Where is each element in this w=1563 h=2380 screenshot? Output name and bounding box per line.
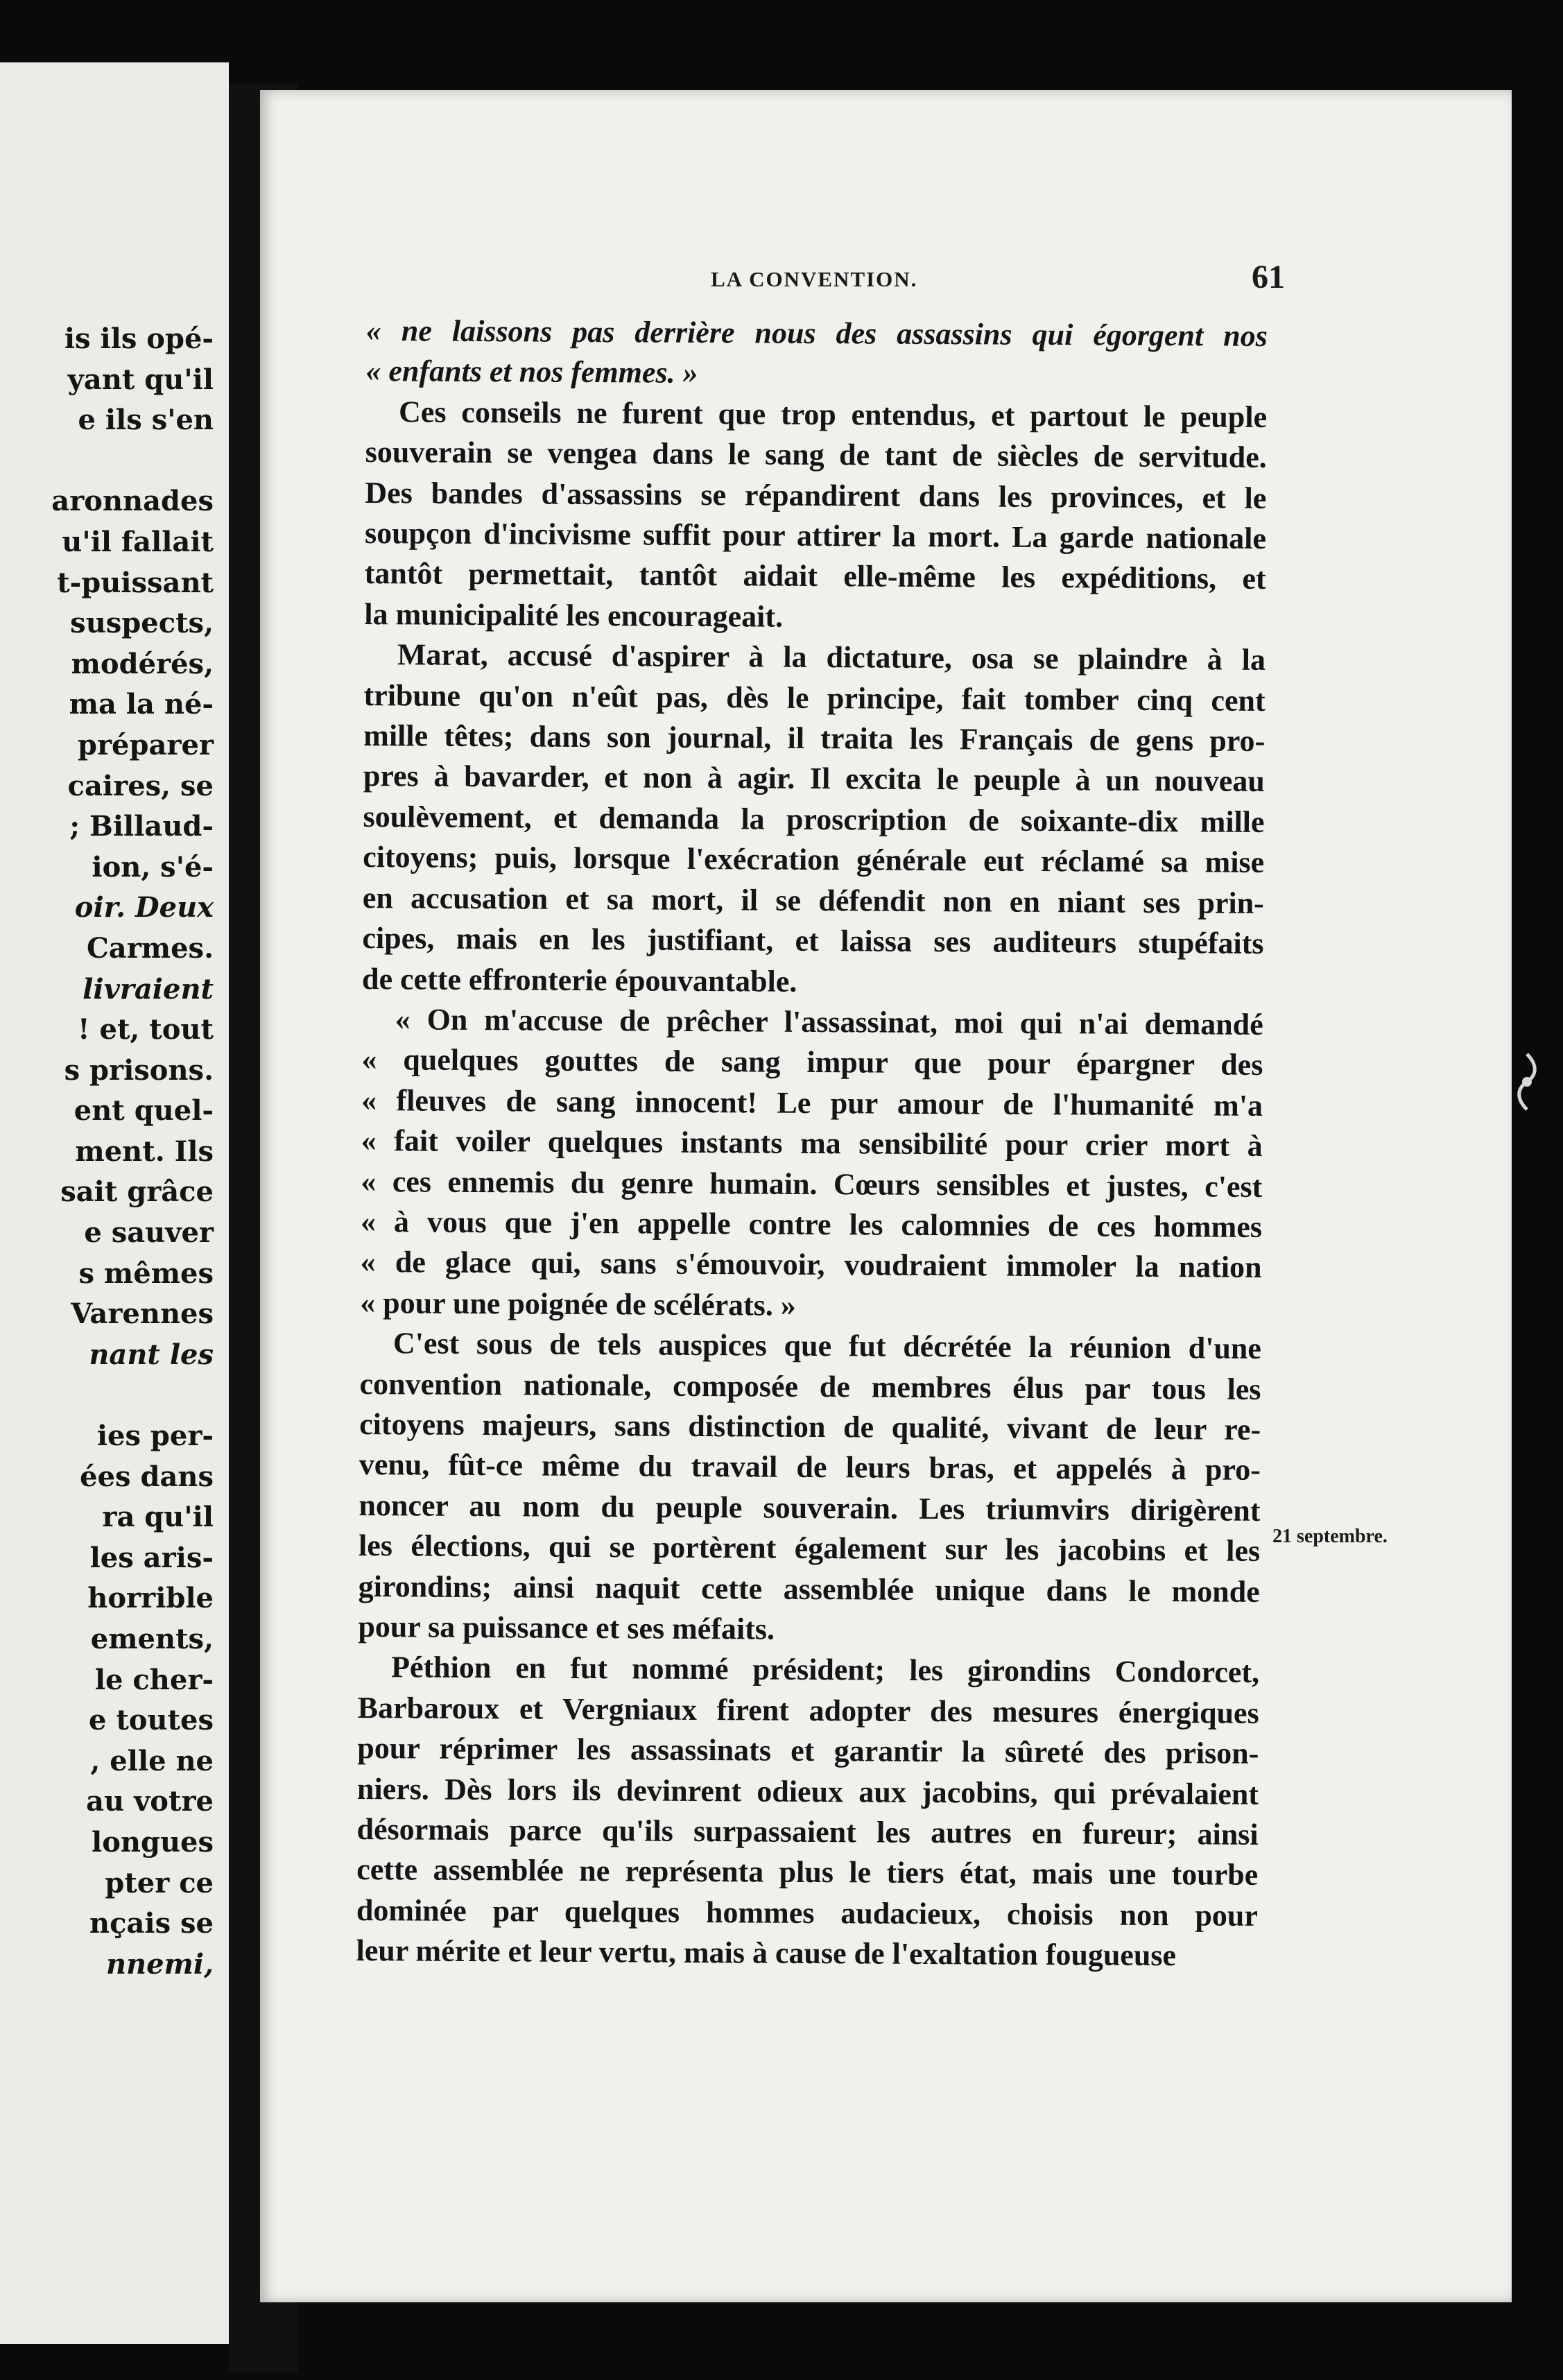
left-page-line: nnemi, bbox=[105, 1947, 214, 1981]
left-page-line: is ils opé- bbox=[64, 322, 214, 355]
text-line: C'est sous de tels auspices que fut décrétée la réunion d'une bbox=[392, 1326, 1262, 1366]
text-line: Des bandes d'assassins se répandirent dans les provinces, et le bbox=[365, 475, 1267, 515]
left-page-line: suspects, bbox=[70, 607, 214, 640]
text-line: de cette effronterie épouvantable. bbox=[361, 961, 797, 999]
left-page-line: t-puissant bbox=[57, 566, 214, 599]
margin-date-note: 21 septembre. bbox=[1272, 1526, 1388, 1547]
left-page-line: ! et, tout bbox=[78, 1013, 214, 1046]
left-page-line: oir. Deux bbox=[74, 891, 214, 924]
text-line: soupçon d'incivisme suffit pour attirer la mort. La garde nationale bbox=[364, 516, 1267, 555]
left-page-line: s prisons. bbox=[64, 1053, 214, 1087]
text-line: dominée par quelques hommes audacieux, choisis non pour bbox=[356, 1892, 1259, 1933]
left-page-line: horrible bbox=[87, 1582, 214, 1615]
left-page-line: Varennes bbox=[71, 1297, 214, 1331]
left-page-line: u'il fallait bbox=[62, 525, 214, 558]
text-line: pour sa puissance et ses méfaits. bbox=[358, 1609, 775, 1646]
left-page-line: les aris- bbox=[89, 1541, 214, 1574]
text-line: noncer au nom du peuple souverain. Les triumvirs dirigèrent bbox=[359, 1488, 1261, 1528]
left-page-line: préparer bbox=[78, 728, 214, 761]
text-line: « quelques gouttes de sang impur que pour épargner des bbox=[361, 1042, 1263, 1083]
text-line: cipes, mais en les justifiant, et laissa ses auditeurs stupéfaits bbox=[362, 921, 1264, 961]
left-page-line: ent quel- bbox=[74, 1094, 214, 1128]
left-page-line: aronnades bbox=[51, 485, 214, 518]
text-line: « de glace qui, sans s'émouvoir, voudraient immoler la nation bbox=[360, 1245, 1262, 1285]
text-line: « ces ennemis du genre humain. Cœurs sensibles et justes, c'est bbox=[361, 1164, 1263, 1204]
left-page-line: e toutes bbox=[88, 1704, 214, 1737]
left-page-line: , elle ne bbox=[90, 1744, 214, 1777]
left-page-line: ra qu'il bbox=[102, 1501, 214, 1534]
left-page-line: yant qu'il bbox=[67, 363, 214, 396]
left-page-line: e sauver bbox=[84, 1216, 214, 1250]
printer-ornament-icon bbox=[1513, 1051, 1541, 1113]
left-page-line: s mêmes bbox=[78, 1257, 214, 1290]
text-line: Ces conseils ne furent que trop entendus, et partout le peuple bbox=[398, 395, 1268, 434]
left-page-line: e ils s'en bbox=[78, 404, 214, 437]
text-line: en accusation et sa mort, il se défendit non en niant ses prin- bbox=[362, 880, 1264, 920]
text-line: désormais parce qu'ils surpassaient les autres en fureur; ainsi bbox=[356, 1811, 1259, 1852]
text-line: citoyens majeurs, sans distinction de qualité, vivant de leur re- bbox=[359, 1406, 1261, 1447]
text-line: « pour une poignée de scélérats. » bbox=[360, 1285, 797, 1322]
text-line: « fait voiler quelques instants ma sensibilité pour crier mort à bbox=[361, 1123, 1263, 1164]
left-page-line: ements, bbox=[90, 1623, 214, 1655]
left-page-line: caires, se bbox=[67, 769, 214, 802]
left-page-line: au votre bbox=[86, 1785, 214, 1818]
text-line: la municipalité les encourageait. bbox=[364, 596, 784, 634]
left-page-line bbox=[0, 441, 214, 482]
text-line: Péthion en fut nommé président; les girondins Condorcet, bbox=[390, 1650, 1260, 1690]
text-line: « ne laissons pas derrière nous des assassins qui égorgent nos bbox=[365, 313, 1268, 353]
text-line: pour réprimer les assassinats et garantir la sûreté des prison- bbox=[357, 1731, 1259, 1771]
left-page-line: ion, s'é- bbox=[92, 850, 214, 883]
text-line: soulèvement, et demanda la proscription de soixante-dix mille bbox=[363, 799, 1265, 839]
text-line: « fleuves de sang innocent! Le pur amour de l'humanité m'a bbox=[361, 1083, 1263, 1123]
left-page-line: Carmes. bbox=[86, 931, 214, 965]
left-page-line: ées dans bbox=[80, 1460, 214, 1493]
text-line: mille têtes; dans son journal, il traita les Français de gens pro- bbox=[363, 718, 1266, 758]
left-page-line: ment. Ils bbox=[75, 1135, 214, 1168]
text-line: leur mérite et leur vertu, mais à cause de l'exaltation fougueuse bbox=[356, 1933, 1177, 1973]
left-page-line: le cher- bbox=[94, 1663, 214, 1696]
text-line: souverain se vengea dans le sang de tant de siècles de servitude. bbox=[365, 435, 1267, 475]
text-line: Barbaroux et Vergniaux firent adopter des mesures énergiques bbox=[357, 1690, 1259, 1730]
running-title: LA CONVENTION. bbox=[711, 267, 918, 291]
text-line: « à vous que j'en appelle contre les calomnies de ces hommes bbox=[360, 1204, 1263, 1244]
left-page-line: nçais se bbox=[89, 1907, 214, 1940]
text-line: « On m'accuse de prêcher l'assassinat, moi qui n'ai demandé bbox=[395, 1002, 1263, 1042]
text-line: pres à bavarder, et non à agir. Il excita le peuple à un nouveau bbox=[363, 759, 1266, 799]
left-page-line bbox=[0, 1375, 214, 1416]
text-line: convention nationale, composée de membres élus par tous les bbox=[359, 1366, 1261, 1406]
text-line: tribune qu'on n'eût pas, dès le principe, fait tomber cinq cent bbox=[363, 678, 1266, 718]
page-number: 61 bbox=[1252, 259, 1285, 295]
left-page-line: pter ce bbox=[105, 1866, 214, 1899]
left-page-line: modérés, bbox=[71, 647, 214, 680]
left-page-line: sait grâce bbox=[60, 1175, 214, 1209]
left-page-line: livraient bbox=[83, 972, 214, 1006]
text-line: les élections, qui se portèrent également sur les jacobins et les bbox=[358, 1528, 1261, 1569]
text-line: cette assemblée ne représenta plus le tiers état, mais une tourbe bbox=[356, 1852, 1259, 1892]
text-line: niers. Dès lors ils devinrent odieux aux jacobins, qui prévalaient bbox=[356, 1771, 1259, 1811]
left-page-line: longues bbox=[92, 1825, 214, 1859]
left-page-line: ; Billaud- bbox=[69, 810, 214, 843]
text-line: Marat, accusé d'aspirer à la dictature, osa se plaindre à la bbox=[397, 637, 1266, 678]
text-line: venu, fût-ce même du travail de leurs bras, et appelés à pro- bbox=[359, 1447, 1261, 1488]
left-page-line: ies per- bbox=[96, 1420, 214, 1453]
page-body-text bbox=[356, 311, 1268, 1977]
text-line: « enfants et nos femmes. » bbox=[365, 354, 698, 390]
text-line: citoyens; puis, lorsque l'exécration générale eut réclamé sa mise bbox=[363, 840, 1265, 880]
text-line: tantôt permettait, tantôt aidait elle-même les expéditions, et bbox=[364, 556, 1266, 596]
left-page-line: ma la né- bbox=[69, 688, 214, 721]
left-page-text bbox=[0, 319, 214, 1985]
left-page-fragment bbox=[0, 62, 229, 2344]
left-page-line: nant les bbox=[89, 1338, 214, 1371]
text-line: girondins; ainsi naquit cette assemblée unique dans le monde bbox=[358, 1569, 1260, 1609]
